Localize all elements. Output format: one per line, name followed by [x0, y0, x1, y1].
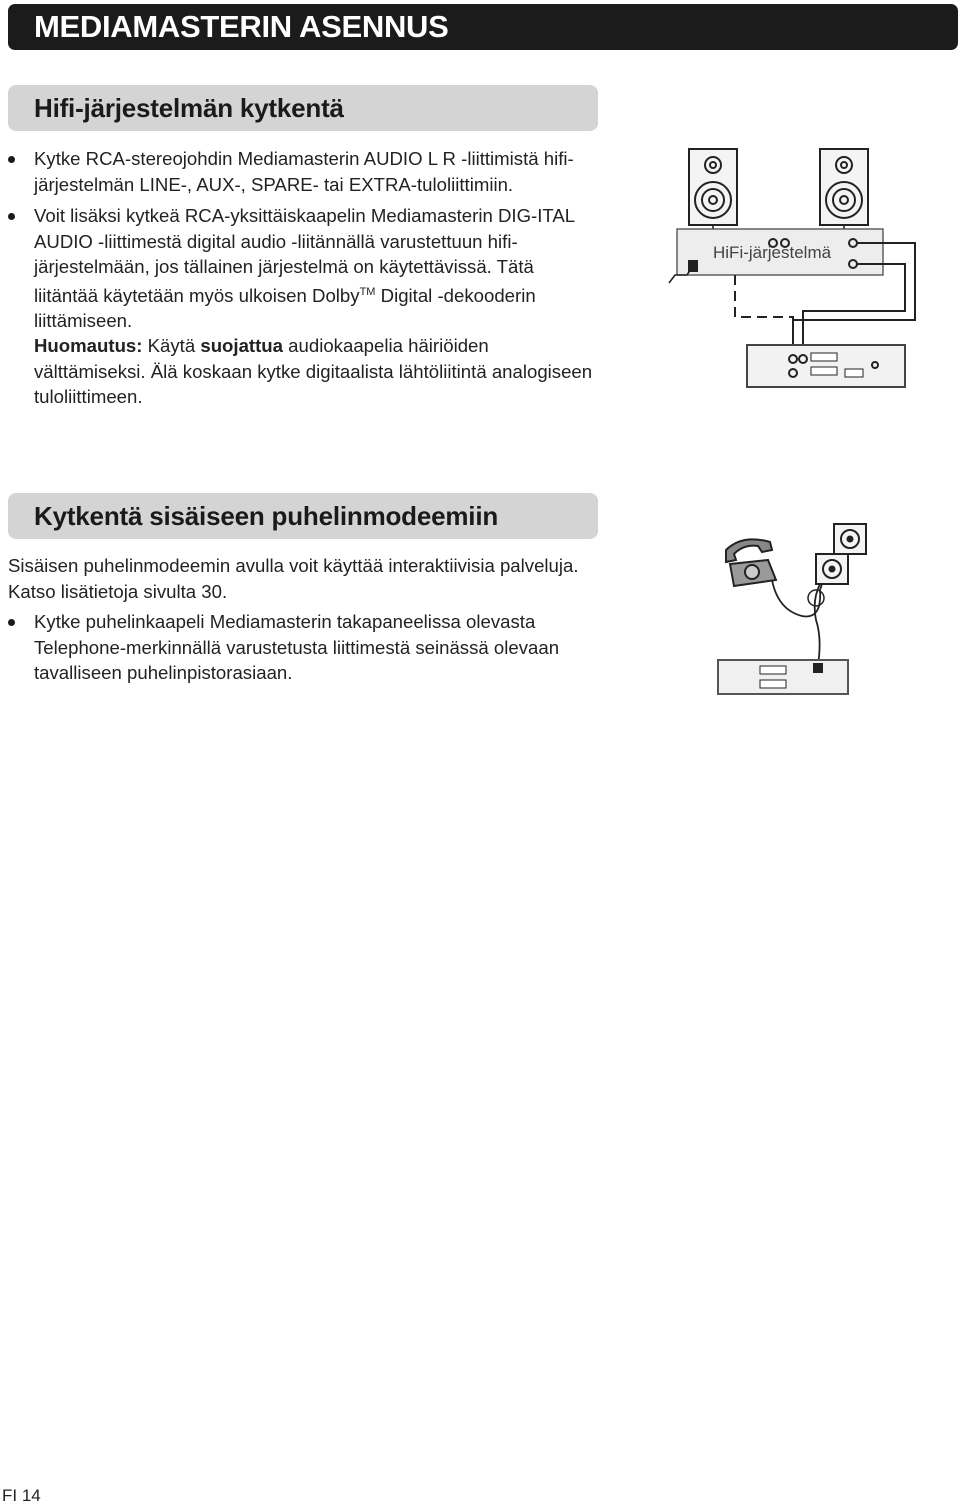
- section-heading-modem-text: Kytkentä sisäiseen puhelinmodeemiin: [34, 501, 499, 531]
- note-text-1: Käytä: [142, 335, 201, 356]
- hifi-bullet-2-text: Voit lisäksi kytkeä RCA-yksittäiskaapelin Mediamasterin DIG-ITAL AUDIO -liittimestä digital audio -liitännällä varustettuun hifi-järjestelmään, jos tällainen järjestelmä on käytettävissä. Tätä liitäntää käytetään myös ulkoisen Dolby: [34, 205, 575, 306]
- note-text-2: audiokaapelia häiriöiden välttämiseksi. Älä koskaan kytke digitaalista lähtöliitintä analogiseen tuloliittimeen.: [34, 335, 593, 407]
- hifi-bullet-1: Kytke RCA-stereojohdin Mediamasterin AUDIO L R -liittimistä hifi-järjestelmän LINE-, AUX-, SPARE- tai EXTRA-tuloliittimiin.: [8, 146, 598, 197]
- section-heading-modem: [8, 493, 598, 539]
- mediamaster-box-icon: [718, 660, 848, 694]
- hifi-figure-label: HiFi-järjestelmä: [713, 243, 832, 262]
- modem-bullet-1: Kytke puhelinkaapeli Mediamasterin takapaneelissa olevasta Telephone-merkinnällä varustetusta liittimestä seinässä olevaan tavalliseen puhelinpistorasiaan.: [8, 609, 598, 686]
- hifi-note: [34, 333, 594, 410]
- section-heading-hifi: [8, 85, 598, 131]
- mediamaster-box-icon: [747, 345, 905, 387]
- wall-socket-icon: [834, 524, 866, 554]
- note-emphasis: suojattua: [200, 335, 284, 356]
- hifi-connection-diagram: [665, 145, 920, 395]
- page-title-bar: [8, 4, 958, 50]
- note-label: Huomautus:: [34, 335, 143, 356]
- hifi-bullet-2: [8, 203, 598, 334]
- modem-intro: Sisäisen puhelinmodeemin avulla voit käyttää interaktiivisia palveluja. Katso lisätietoja sivulta 30.: [8, 555, 579, 602]
- wall-socket-icon-2: [816, 554, 848, 584]
- page-number: FI 14: [2, 1486, 41, 1505]
- modem-bullet-list: [8, 609, 598, 692]
- modem-connection-diagram: [712, 520, 872, 700]
- left-speaker-icon: [689, 149, 737, 225]
- section-heading-hifi-text: Hifi-järjestelmän kytkentä: [34, 93, 344, 123]
- hifi-bullet-list: [8, 146, 598, 340]
- right-speaker-icon: [820, 149, 868, 225]
- telephone-icon: [726, 539, 776, 586]
- page-title: MEDIAMASTERIN ASENNUS: [34, 9, 449, 44]
- trademark-superscript: TM: [359, 285, 376, 298]
- hifi-bullet-2-tail: Digital -dekooderin liittämiseen.: [34, 284, 536, 332]
